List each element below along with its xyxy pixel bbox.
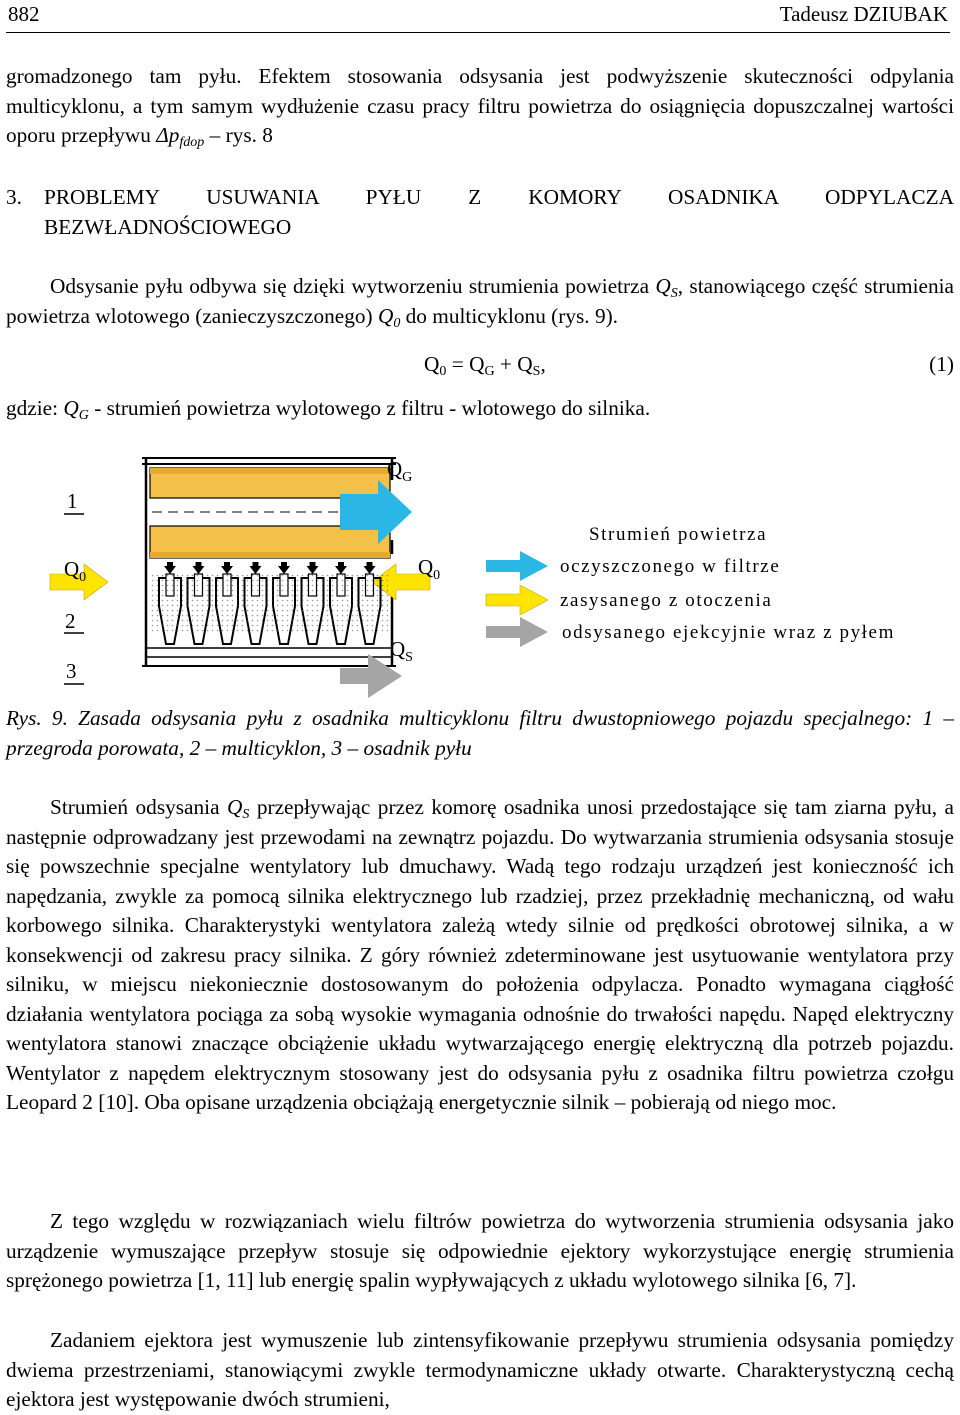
caption-label: Rys. 9. xyxy=(6,706,68,730)
equation-number: (1) xyxy=(929,352,954,376)
paragraph-3: Z tego względu w rozwiązaniach wielu filtrów powietrza do wytworzenia strumienia odsysania jako urządzenie wymuszające przepływ stosuje się odpowiednie ejektory wykorzystujące energię strumienia sprężonego powietrza [1, 11] lub energię spalin wypływających z układu wylotowego silnika [6, 7]. xyxy=(6,1209,954,1292)
legend-item-clean: oczyszczonego w filtrze xyxy=(560,556,781,577)
label-q0-right: $Q_0$ xyxy=(418,555,441,583)
paragraph-1: Odsysanie pyłu odbywa się dzięki wytworzeniu strumienia powietrza $Q_S$, stanowiącego część strumienia powietrza wlotowego (zanieczyszczonego) $Q_0$ do multicyklonu (rys. 9). xyxy=(6,274,954,331)
label-2: 2 xyxy=(65,609,76,633)
section-number: 3. xyxy=(6,185,22,209)
legend-item-exhaust: odsysanego ejekcyjnie wraz z pyłem xyxy=(562,622,895,643)
paragraph-4: Zadaniem ejektora jest wymuszenie lub zintensyfikowanie przepływu strumienia odsysania pomiędzy dwiema przestrzeniami, stanowiącymi zwykle termodynamiczne układy otwarte. Charakterystyczną cechą ejektora jest występowanie dwóch strumieni, xyxy=(6,1328,954,1411)
label-q0-left: $Q_0$ xyxy=(64,557,87,585)
page-header xyxy=(6,2,950,33)
equation-body: $Q_0 = Q_G + Q_S$, xyxy=(424,352,546,379)
label-qs: $Q_S$ xyxy=(390,637,413,665)
figure-caption xyxy=(6,704,954,763)
intro-ref: – rys. 8 xyxy=(204,123,273,147)
equation-1 xyxy=(6,350,954,380)
where-line: gdzie: $Q_G$ - strumień powietrza wylotowego z filtru - wlotowego do silnika. xyxy=(6,396,651,423)
caption-text: Zasada odsysania pyłu z osadnika multicyklonu filtru dwustopniowego pojazdu specjalnego: 1 – przegroda porowata, 2 – multicyklon, 3 – osadnik pyłu xyxy=(6,706,954,760)
intro-paragraph xyxy=(6,62,954,151)
legend-arrow-exhaust xyxy=(486,617,548,647)
dust-settler xyxy=(146,648,392,657)
section-title: PROBLEMY USUWANIA PYŁU Z KOMORY OSADNIKA ODPYLACZA BEZWŁADNOŚCIOWEGO xyxy=(44,185,954,239)
legend-arrow-clean xyxy=(486,551,548,581)
legend-arrow-intake xyxy=(486,585,548,615)
legend xyxy=(486,524,895,647)
legend-item-intake: zasysanego z otoczenia xyxy=(560,590,773,611)
legend-title: Strumień powietrza xyxy=(589,524,768,545)
label-1: 1 xyxy=(67,489,78,513)
figure-9 xyxy=(40,448,960,700)
label-qg: $Q_G$ xyxy=(387,457,413,485)
intro-text: gromadzonego tam pyłu. Efektem stosowania odsysania jest podwyższenie skuteczności odpylania multicyklonu, a tym samym wydłużenie czasu pracy filtru powietrza do osiągnięcia dopuszczalnej wartości oporu przepływu xyxy=(6,64,954,147)
dust-settler-dots xyxy=(150,574,388,634)
filter-diagram xyxy=(40,448,960,700)
delta-p-symbol: $\Delta p_{fdop}$ xyxy=(156,123,205,150)
running-author: Tadeusz DZIUBAK xyxy=(779,2,948,26)
page-number: 882 xyxy=(8,2,40,26)
label-3: 3 xyxy=(66,659,77,683)
section-heading xyxy=(6,183,954,242)
paragraph-2: Strumień odsysania $Q_S$ przepływając przez komorę osadnika unosi przedostające się tam ziarna pyłu, a następnie odprowadzany jest przewodami na zewnątrz pojazdu. Do wytwarzania strumienia odsysania stosuje się powszechnie specjalne wentylatory lub dmuchawy. Wadą tego rodzaju urządzeń jest konieczność ich napędzania, zwykle za pomocą silnika elektrycznego lub rzadziej, przez przekładnię mechaniczną, od wału korbowego silnika. Charakterystyki wentylatora zależą wtedy silnie od prędkości obrotowej silnika, a w konsekwencji od zakresu pracy silnika. Z góry również zdeterminowane jest usytuowanie wentylatora przy silniku, w miejscu niekoniecznie dostosowanym do położenia odpylacza. Ponadto wymagana ciągłość działania wentylatora pociąga za sobą wysokie wymagania odnośnie do trwałości napędu. Napęd elektryczny wentylatora stanowi znaczące obciążenie układu wytwarzającego energię elektryczną dla potrzeb pojazdu. Wentylator z napędem elektrycznym stosowany jest do odsysania pyłu z osadnika filtru powietrza czołgu Leopard 2 [10]. Oba opisane urządzenia obciążają energetycznie silnik – pobierają od niego moc. xyxy=(6,795,954,1114)
